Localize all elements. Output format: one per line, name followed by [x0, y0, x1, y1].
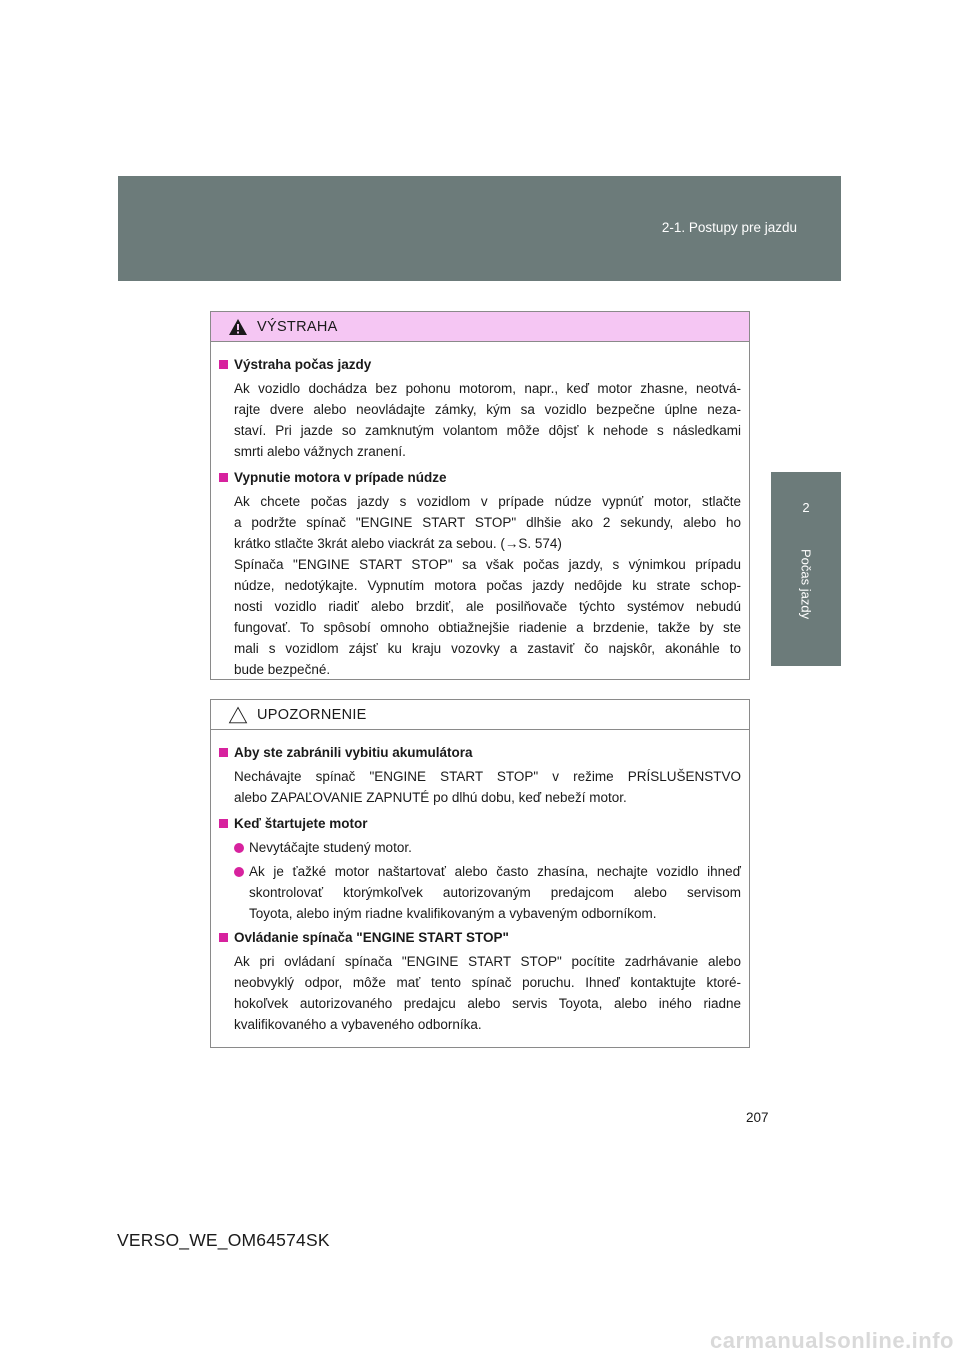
page-number: 207	[746, 1110, 769, 1125]
warning-box	[210, 311, 750, 680]
caution-section-heading: Aby ste zabránili vybitiu akumulátora	[219, 741, 741, 763]
list-item: Ak je ťažké motor naštartovať alebo často zhasína, nechajte vozidlo ihneď skontrolovať ktorýmkoľvek autorizovaným predajcom alebo servisom Toyota, alebo iným riadne kvalifikovaným a vybaveným odborníkom.	[219, 861, 741, 924]
warning-header	[211, 312, 749, 342]
header-bar	[118, 176, 841, 281]
square-bullet-icon	[219, 933, 228, 942]
caution-body	[211, 730, 749, 1035]
chapter-number: 2	[802, 500, 810, 515]
warning-section-text: Ak vozidlo dochádza bez pohonu motorom, napr., keď motor zhasne, neotvá- rajte dvere alebo neovládajte zámky, kým sa vozidlo bezpečne úplne neza- staví. Pri jazde so zamknutým volantom môže dôjsť k nehode s následkami smrti alebo vážnych zranení.	[234, 381, 741, 459]
caution-title: UPOZORNENIE	[257, 706, 367, 723]
circle-bullet-icon	[234, 867, 244, 877]
warning-title: VÝSTRAHA	[257, 318, 338, 335]
caution-section-text: Ak pri ovládaní spínača "ENGINE START STOP" pocítite zadrhávanie alebo neobvyklý odpor, môže mať tento spínač poruchu. Ihneď kontaktujte ktoré- hokoľvek autorizovaného predajcu alebo servis Toyota, alebo iného riadne kvalifikovaného a vybaveného odborníka.	[234, 954, 741, 1032]
warning-section-heading: Výstraha počas jazdy	[219, 353, 741, 375]
caution-header	[211, 700, 749, 730]
caution-triangle-icon	[228, 706, 248, 724]
square-bullet-icon	[219, 819, 228, 828]
square-bullet-icon	[219, 473, 228, 482]
list-item: Nevytáčajte studený motor.	[219, 837, 741, 858]
caution-section-heading: Ovládanie spínača "ENGINE START STOP"	[219, 926, 741, 948]
warning-section-text: Ak chcete počas jazdy s vozidlom v prípade núdze vypnúť motor, stlačte a podržte spínač "ENGINE START STOP" dlhšie ako 2 sekundy, alebo ho krátko stlačte 3krát alebo viackrát za sebou. (→S. 574) Spínača "ENGINE START STOP" sa však počas jazdy, s výnimkou prípadu núdze, nedotýkajte. Vypnutím motora počas jazdy nedôjde ku strate schop- nosti vozidlo riadiť alebo brzdiť, ale posilňovače týchto systémov nebudú fungovať. To spôsobí omnoho obtiažnejšie riadenie a brzdenie, takže by ste mali s vozidlom zájsť ku kraju vozovky a zastaviť čo najskôr, akonáhle to bude bezpečné.	[234, 494, 741, 677]
caution-section-heading: Keď štartujete motor	[219, 812, 741, 834]
caution-section-text: Nechávajte spínač "ENGINE START STOP" v režime PRÍSLUŠENSTVO alebo ZAPAĽOVANIE ZAPNUTÉ po dlhú dobu, keď nebeží motor.	[234, 769, 741, 805]
chapter-tab-label	[771, 541, 841, 666]
section-title: 2-1. Postupy pre jazdu	[661, 220, 797, 235]
warning-section-heading: Vypnutie motora v prípade núdze	[219, 466, 741, 488]
circle-bullet-icon	[234, 843, 244, 853]
caution-box	[210, 699, 750, 1048]
square-bullet-icon	[219, 360, 228, 369]
watermark: carmanualsonline.info	[710, 1328, 954, 1353]
warning-triangle-icon	[228, 318, 248, 336]
square-bullet-icon	[219, 748, 228, 757]
warning-body	[211, 342, 749, 680]
document-code: VERSO_WE_OM64574SK	[117, 1230, 330, 1250]
chapter-tab-number	[771, 472, 841, 541]
chapter-label: Počas jazdy	[798, 549, 814, 620]
